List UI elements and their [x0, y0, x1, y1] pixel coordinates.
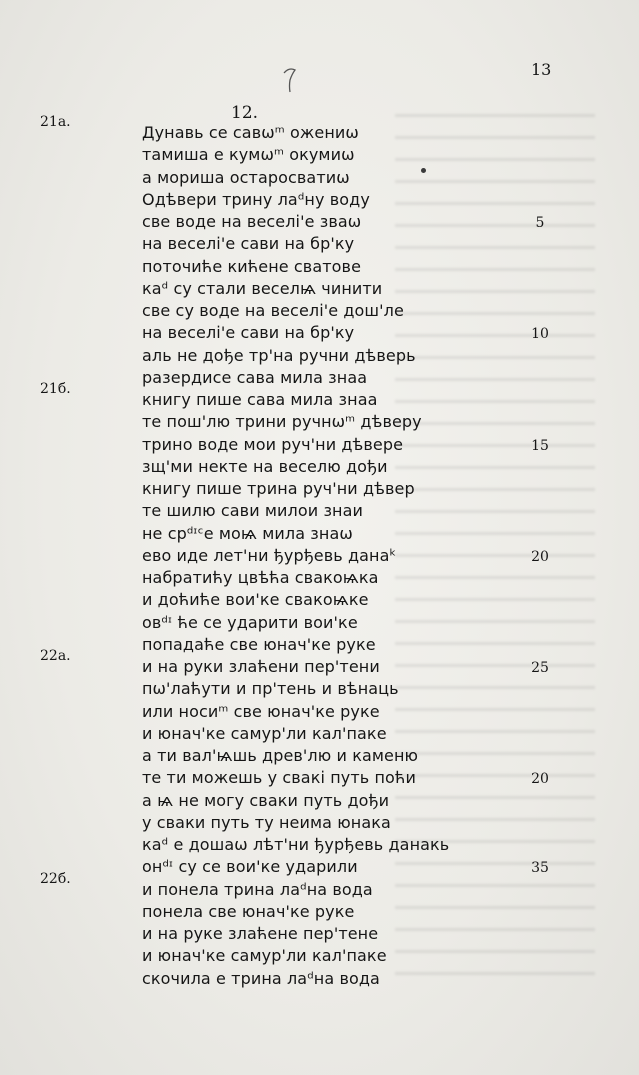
- verse-line: трино воде мои руч'ни дѣвере: [142, 434, 404, 454]
- verse-line: пѡ'лаћути и пр'тень и вѣнаць: [142, 679, 399, 699]
- pencil-mark-icon: [280, 64, 300, 98]
- verse-line: и юнач'ке самур'ли кал'паке: [142, 946, 387, 966]
- verse-line: тамиша е кумѡᵐ окумиѡ: [142, 145, 355, 165]
- verse-line: каᵈ е дошаѡ лѣт'ни ђурђевь данакь: [142, 835, 450, 854]
- verse-line: те ти можешь у свакі путь поћи: [142, 768, 416, 788]
- verse-line: све воде на веселі'е зваѡ: [142, 212, 362, 231]
- verse-line: на веселі'е сави на бр'ку: [142, 234, 355, 254]
- verse-line: и на руки злаћени пер'тени: [142, 657, 380, 676]
- verse-line: овᵈᶦ ће се ударити вои'ке: [142, 612, 358, 632]
- margin-reference: 22a.: [40, 648, 71, 664]
- verse-line: набратићу цвѣћа свакоѩка: [142, 568, 379, 587]
- verse-line: те шилю сави милои знаи: [142, 501, 364, 521]
- page-number: 13: [531, 60, 552, 79]
- verse-line: аль не дође тр'на ручни дѣверь: [142, 345, 416, 365]
- verse-line: онᵈᶦ су се вои'ке ударили: [142, 857, 358, 877]
- verse-line: не срᵈᶦᶜе моѩ мила знаѡ: [142, 523, 353, 543]
- verse-line: Дунавь се савѡᵐ ожениѡ: [142, 123, 359, 142]
- line-number: 15: [531, 437, 549, 454]
- line-number: 20: [531, 548, 549, 565]
- verse-line: ево иде лет'ни ђурђевь данаᵏ: [142, 545, 397, 565]
- verse-line: или носиᵐ све юнач'ке руке: [142, 701, 380, 721]
- line-number: 5: [535, 215, 545, 231]
- margin-reference: 21б.: [40, 381, 71, 397]
- verse-line: и понела трина лаᵈна вода: [142, 879, 373, 899]
- verse-line: книгу пише трина руч'ни дѣвер: [142, 479, 415, 498]
- verse-line: а мориша остаросватиѡ: [142, 167, 350, 187]
- verse-line: те пош'лю трини ручнѡᵐ дѣверу: [142, 412, 422, 432]
- verse-line: а ѩ не могу сваки путь дођи: [142, 790, 390, 810]
- verse-line: каᵈ су стали веселѩ чинити: [142, 278, 383, 298]
- verse-line: и юнач'ке самур'ли кал'паке: [142, 723, 387, 743]
- margin-reference: 21a.: [40, 114, 71, 130]
- verse-line: све су воде на веселі'е дош'ле: [142, 301, 404, 320]
- line-number: 25: [531, 660, 549, 676]
- verse-line: Одѣвери трину лаᵈну воду: [142, 189, 370, 209]
- verse-line: а ти вал'ѩшь древ'лю и каменю: [142, 746, 419, 765]
- verse-list: [142, 122, 449, 990]
- verse-line: у сваки путь ту неима юнака: [142, 812, 391, 832]
- verse-line: и доћиће вои'ке свакоѩке: [142, 590, 369, 610]
- song-number: 12.: [231, 103, 259, 123]
- margin-reference: 22б.: [40, 870, 71, 887]
- verse-line: и на руке злаћене пер'тене: [142, 924, 379, 943]
- verse-line: книгу пише сава мила знаа: [142, 390, 378, 409]
- verse-line: разердисе сава мила знаа: [142, 367, 368, 387]
- verse-line: скочила е трина лаᵈна вода: [142, 968, 380, 988]
- verse-line: поточиће кићене сватове: [142, 256, 362, 276]
- verse-line: зщ'ми некте на веселю дођи: [142, 456, 388, 476]
- verse-line: попадаће све юнач'ке руке: [142, 634, 376, 654]
- verse-line: понела све юнач'ке руке: [142, 901, 355, 921]
- verse-line: на веселі'е сави на бр'ку: [142, 323, 355, 343]
- line-number: 35: [531, 860, 549, 877]
- line-number: 20: [531, 771, 549, 788]
- ink-speck: [421, 168, 426, 173]
- line-number: 10: [531, 326, 549, 343]
